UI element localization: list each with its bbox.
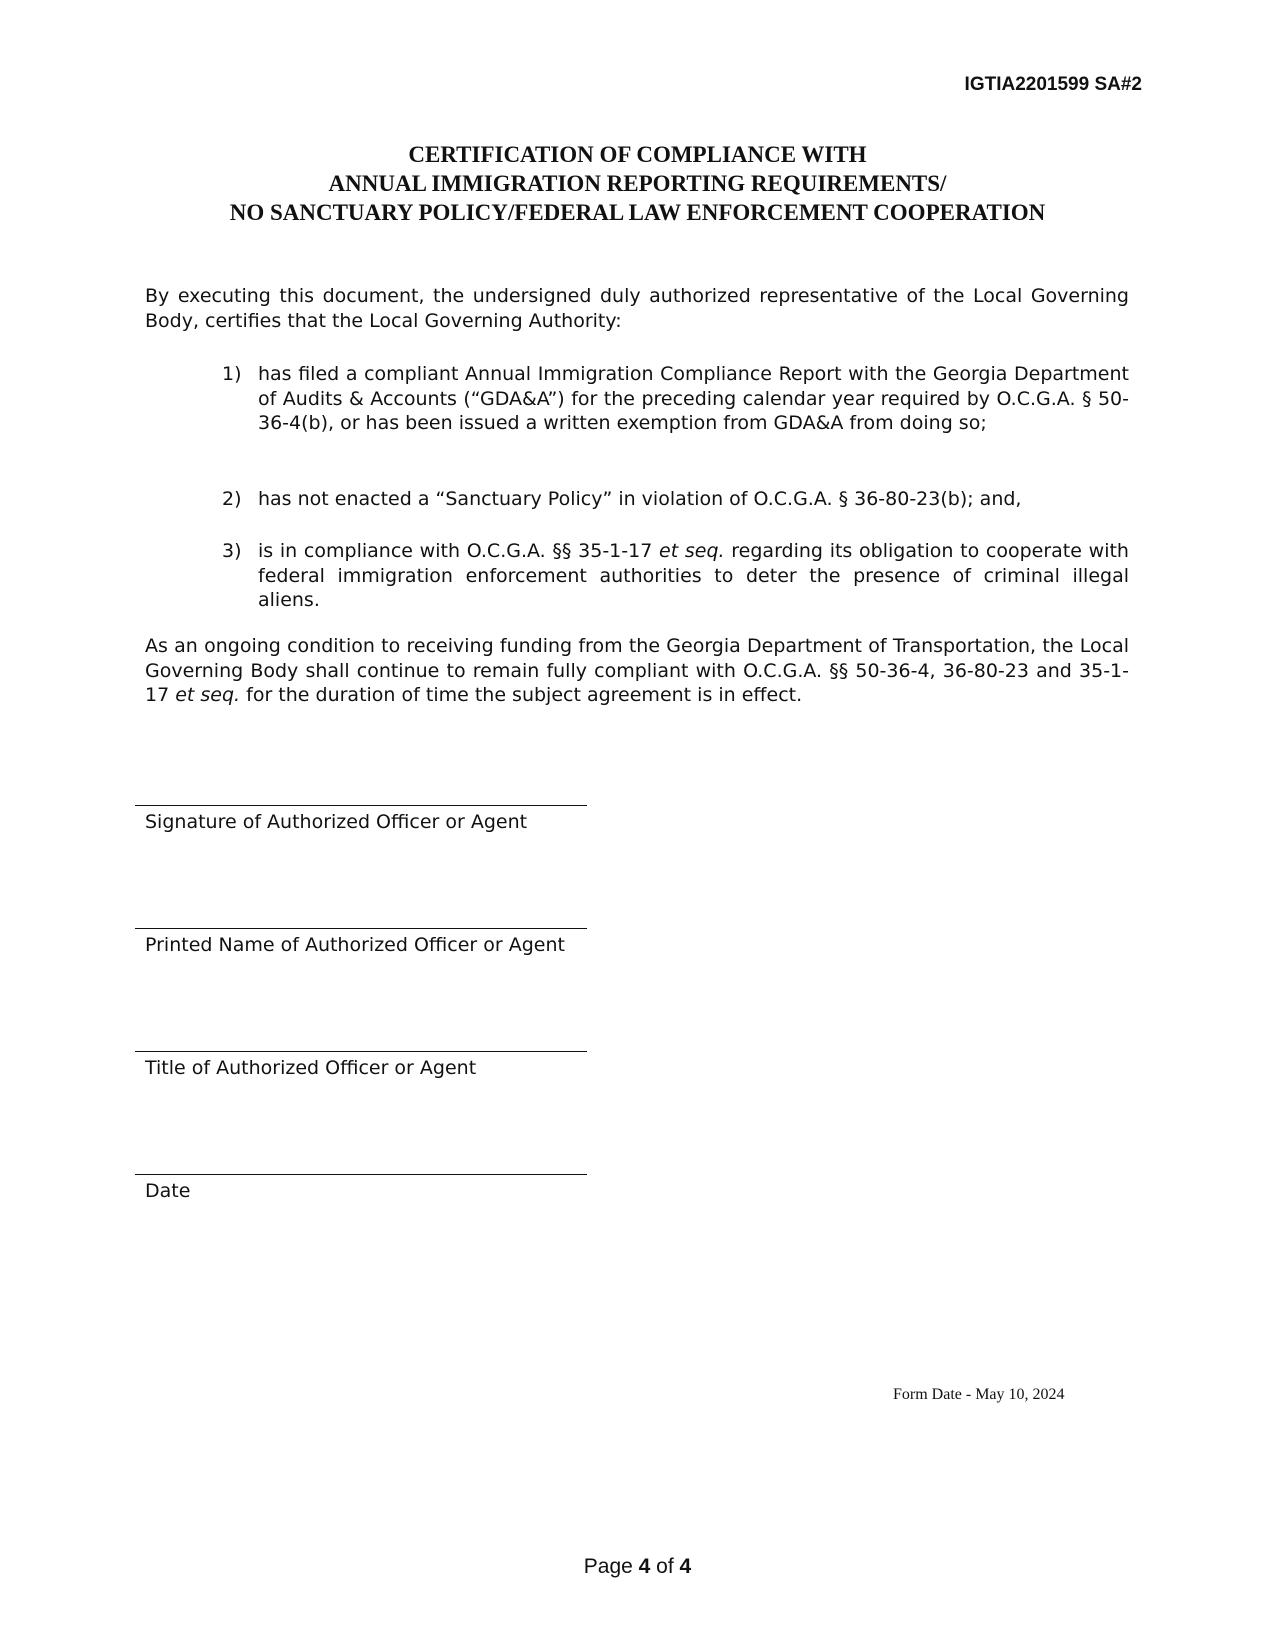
- intro-paragraph: By executing this document, the undersigned duly authorized representative of the Local Governing Body, certifies that the Local Governing Authority:: [145, 285, 1129, 332]
- list-number: 1): [222, 363, 242, 385]
- signature-line[interactable]: [135, 805, 587, 806]
- list-number: 3): [222, 540, 242, 562]
- date-field[interactable]: [135, 1174, 587, 1203]
- closing-text-start: As an ongoing condition to receiving funding from the Georgia Department of Transportation, the Local Governing Body shall continue to remain fully compliant with O.C.G.A. §§ 50-36-4, 36-80-23 and 35-1-17: [145, 635, 1129, 706]
- title-field[interactable]: [135, 1051, 587, 1080]
- page-prefix: Page: [583, 1555, 639, 1578]
- list-item: [222, 362, 1129, 436]
- list-number: 2): [222, 488, 242, 510]
- page-total: 4: [679, 1555, 692, 1578]
- list-text: has not enacted a “Sanctuary Policy” in violation of O.C.G.A. § 36-80-23(b); and,: [258, 488, 1022, 510]
- printed-name-field[interactable]: [135, 928, 587, 957]
- list-item: [222, 539, 1129, 613]
- document-id: IGTIA2201599 SA#2: [964, 74, 1142, 95]
- signature-label: Signature of Authorized Officer or Agent: [145, 811, 528, 833]
- printed-name-line[interactable]: [135, 928, 587, 929]
- closing-text-italic: et seq.: [175, 684, 241, 706]
- list-text-end: regarding its obligation to cooperate with federal immigration enforcement authorities to deter the presence of criminal illegal aliens.: [258, 540, 1129, 611]
- date-label: Date: [145, 1180, 191, 1202]
- list-text: has filed a compliant Annual Immigration Compliance Report with the Georgia Department of Audits & Accounts (“GDA&A”) for the preceding calendar year required by O.C.G.A. § 50-36-4(b), or has been issued a written exemption from GDA&A from doing so;: [258, 363, 1129, 434]
- page-mid: of: [650, 1555, 680, 1578]
- list-text-start: is in compliance with O.C.G.A. §§ 35-1-17: [258, 540, 660, 562]
- document-title: [0, 140, 1275, 227]
- page-current: 4: [638, 1555, 651, 1578]
- closing-text-end: for the duration of time the subject agreement is in effect.: [240, 684, 803, 706]
- list-text-italic: et seq.: [659, 540, 725, 562]
- printed-name-label: Printed Name of Authorized Officer or Agent: [145, 934, 565, 956]
- title-line[interactable]: [135, 1051, 587, 1052]
- signature-field[interactable]: [135, 805, 587, 834]
- title-label: Title of Authorized Officer or Agent: [145, 1057, 477, 1079]
- form-date: Form Date - May 10, 2024: [893, 1386, 1065, 1403]
- page-number: [0, 1555, 1275, 1579]
- list-item: [222, 487, 1129, 512]
- title-line-1: CERTIFICATION OF COMPLIANCE WITH: [408, 142, 867, 167]
- closing-paragraph: [145, 634, 1129, 708]
- list-text: [258, 539, 1129, 613]
- date-line[interactable]: [135, 1174, 587, 1175]
- title-line-3: NO SANCTUARY POLICY/FEDERAL LAW ENFORCEMENT COOPERATION: [229, 200, 1046, 225]
- title-line-2: ANNUAL IMMIGRATION REPORTING REQUIREMENTS/: [328, 171, 947, 196]
